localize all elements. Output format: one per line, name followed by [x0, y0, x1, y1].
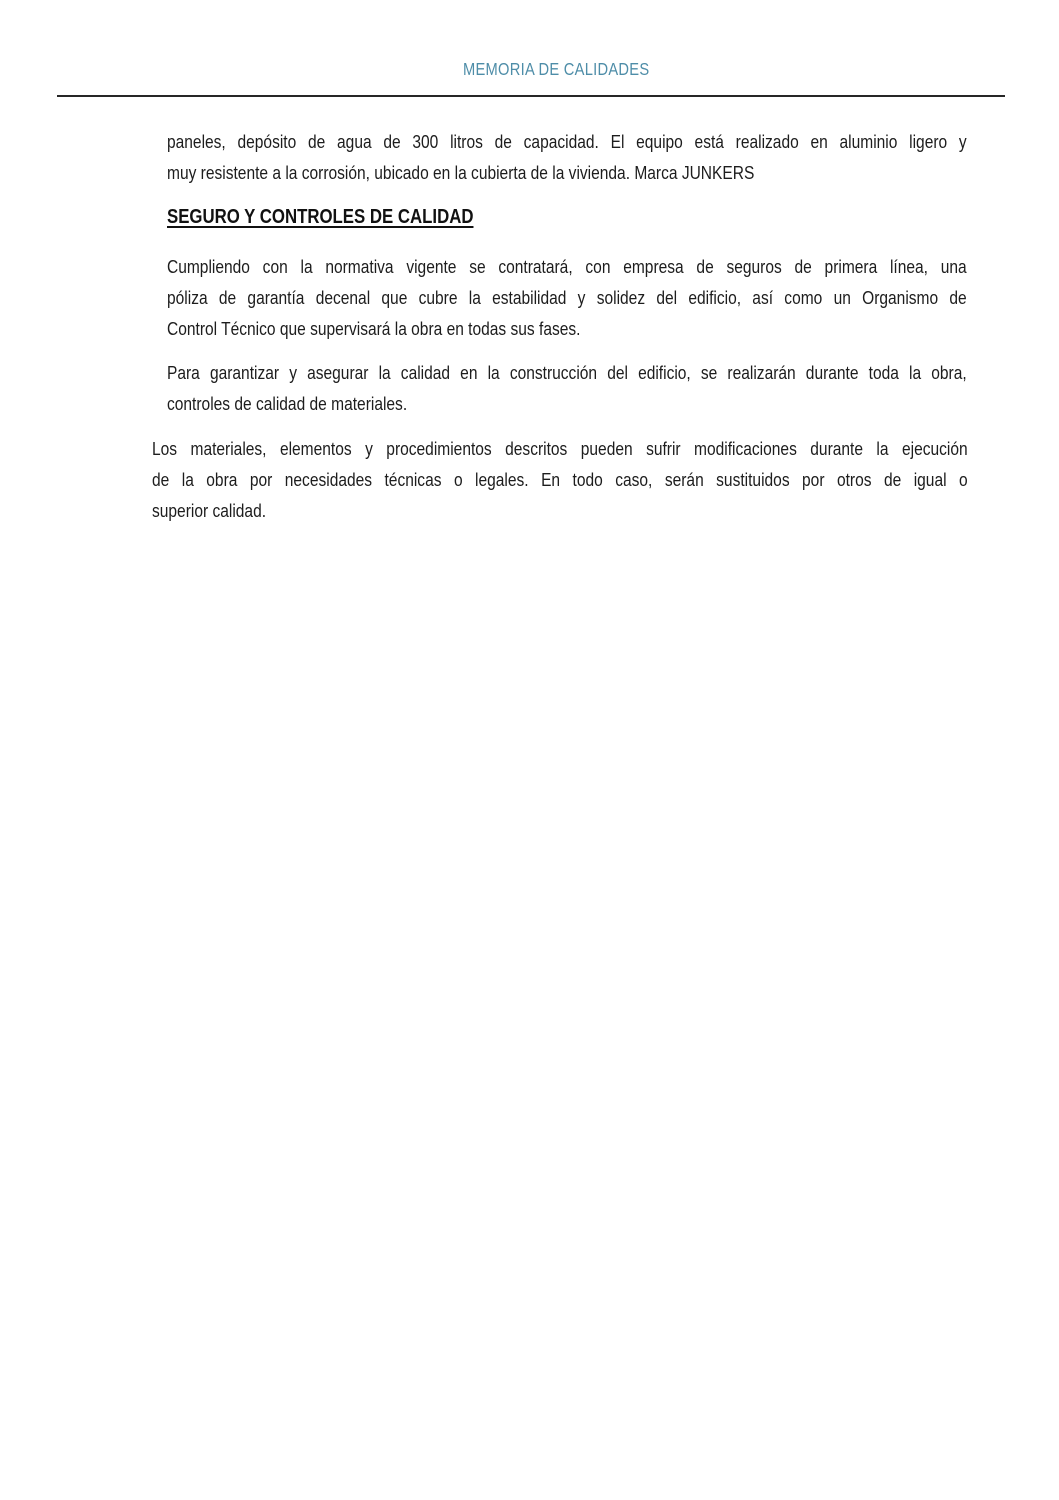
- text-line: superior calidad.: [152, 500, 267, 521]
- paragraph-insurance: [167, 251, 967, 344]
- text-line: Control Técnico que supervisará la obra en todas sus fases.: [167, 318, 581, 339]
- text-line: Cumpliendo con la normativa vigente se contratará, con empresa de seguros de primera línea, una: [167, 256, 967, 277]
- text-line: póliza de garantía decenal que cubre la estabilidad y solidez del edificio, así como un Organismo de: [167, 287, 967, 308]
- text-line: Los materiales, elementos y procedimientos descritos pueden sufrir modificaciones durante la ejecución: [152, 438, 968, 459]
- text-line: Para garantizar y asegurar la calidad en la construcción del edificio, se realizarán durante toda la obra,: [167, 362, 967, 383]
- paragraph-modifications-note: [152, 433, 968, 526]
- page-header-title: MEMORIA DE CALIDADES: [463, 59, 650, 79]
- text-line: controles de calidad de materiales.: [167, 393, 408, 414]
- text-line: paneles, depósito de agua de 300 litros de capacidad. El equipo está realizado en aluminio ligero y: [167, 131, 967, 152]
- section-heading-seguro-y-controles: SEGURO Y CONTROLES DE CALIDAD: [167, 206, 474, 228]
- paragraph-quality-controls: [167, 357, 967, 419]
- text-line: de la obra por necesidades técnicas o legales. En todo caso, serán sustituidos por otros de igual o: [152, 469, 968, 490]
- text-line: muy resistente a la corrosión, ubicado en la cubierta de la vivienda. Marca JUNKERS: [167, 162, 755, 183]
- header-divider-rule: [57, 95, 1005, 97]
- paragraph-solar-equipment: [167, 126, 967, 188]
